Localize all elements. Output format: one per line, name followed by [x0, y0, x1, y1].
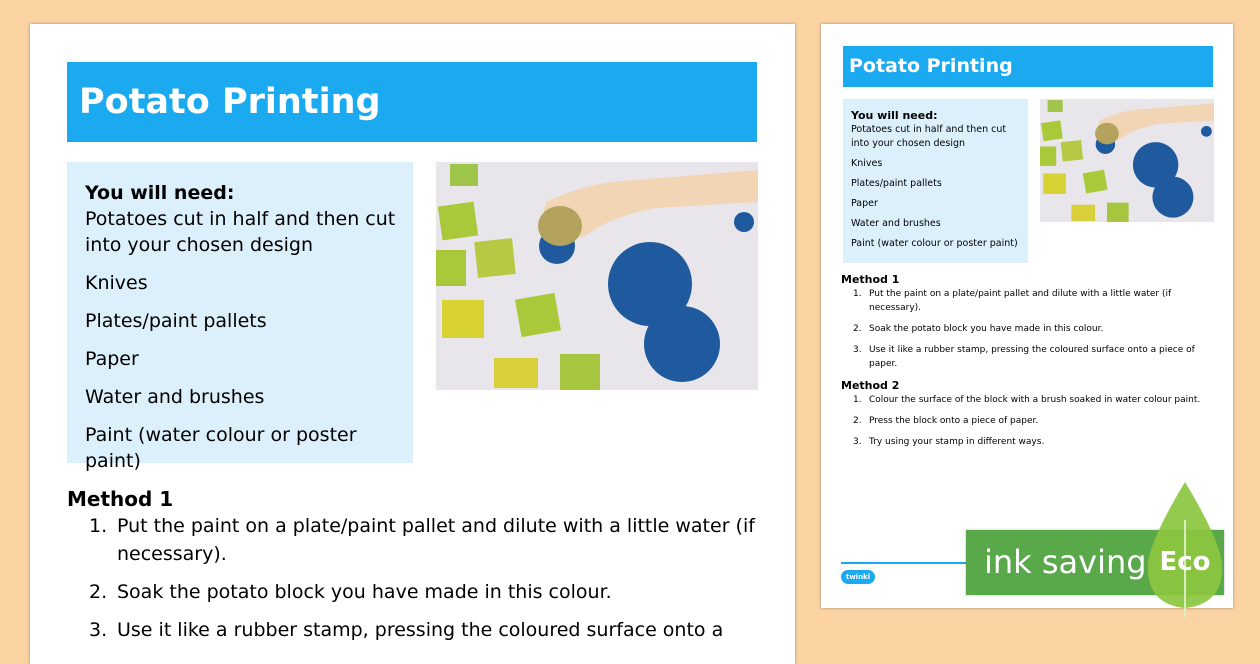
step-text: Soak the potato block you have made in this colour. — [117, 581, 612, 603]
list-item: Water and brushes — [851, 218, 941, 229]
step-text: Use it like a rubber stamp, pressing the coloured surface onto a — [117, 619, 724, 641]
step-number: 2. — [853, 416, 862, 426]
list-item: Knives — [851, 158, 883, 169]
step-number: 1. — [853, 289, 862, 299]
list-item: Knives — [85, 272, 148, 294]
page-title: Potato Printing — [67, 62, 757, 142]
needs-list — [85, 206, 397, 474]
method-2 — [841, 379, 1216, 456]
needs-title: You will need: — [851, 109, 938, 122]
potato-print-photo — [1040, 99, 1214, 222]
method-title: Method 1 — [841, 273, 900, 286]
list-item: Water and brushes — [85, 386, 265, 408]
list-item: Paper — [851, 198, 878, 209]
worksheet-page-large — [30, 24, 795, 664]
you-will-need-box — [843, 99, 1028, 263]
list-item — [841, 393, 1216, 407]
step-text: Put the paint on a plate/paint pallet and dilute with a little water (if necessary). — [869, 289, 1172, 313]
step-number: 3. — [853, 345, 862, 355]
list-item — [67, 578, 757, 606]
you-will-need-box — [67, 162, 413, 472]
step-number: 2. — [853, 324, 862, 334]
list-item: Potatoes cut in half and then cut into your chosen design — [851, 124, 1007, 149]
method-title: Method 2 — [841, 379, 900, 392]
step-text: Colour the surface of the block with a brush soaked in water colour paint. — [869, 395, 1201, 405]
list-item: Plates/paint pallets — [85, 310, 267, 332]
list-item — [67, 512, 757, 568]
list-item: Potatoes cut in half and then cut into your chosen design — [85, 208, 396, 256]
method-steps — [841, 393, 1216, 449]
eco-label: Eco — [1159, 547, 1211, 577]
step-text: Press the block onto a piece of paper. — [869, 416, 1039, 426]
potato-print-photo — [436, 162, 758, 390]
step-text: Use it like a rubber stamp, pressing the coloured surface onto a piece of paper. — [869, 345, 1195, 369]
method-steps — [67, 512, 757, 644]
step-number: 3. — [853, 437, 862, 447]
step-number: 3. — [89, 619, 108, 641]
list-item — [67, 616, 757, 644]
step-number: 1. — [89, 515, 108, 537]
list-item — [841, 322, 1216, 336]
step-text: Try using your stamp in different ways. — [869, 437, 1045, 447]
list-item — [841, 343, 1216, 371]
method-steps — [841, 287, 1216, 371]
list-item — [841, 414, 1216, 428]
step-number: 1. — [853, 395, 862, 405]
method-1 — [67, 486, 757, 654]
needs-list — [851, 123, 1022, 251]
ink-saving-label: ink saving — [984, 543, 1147, 581]
step-number: 2. — [89, 581, 108, 603]
needs-title: You will need: — [85, 182, 235, 204]
method-title: Method 1 — [67, 487, 174, 511]
step-text: Put the paint on a plate/paint pallet and dilute with a little water (if necessary). — [117, 515, 755, 565]
list-item: Paint (water colour or poster paint) — [85, 424, 357, 472]
page-title: Potato Printing — [843, 46, 1213, 87]
twinkl-logo: twinkl — [841, 570, 875, 584]
list-item — [841, 435, 1216, 449]
step-text: Soak the potato block you have made in this colour. — [869, 324, 1104, 334]
method-1 — [841, 273, 1216, 378]
list-item: Paint (water colour or poster paint) — [851, 238, 1018, 249]
list-item: Plates/paint pallets — [851, 178, 942, 189]
list-item: Paper — [85, 348, 139, 370]
eco-leaf-icon — [1140, 480, 1230, 620]
list-item — [841, 287, 1216, 315]
